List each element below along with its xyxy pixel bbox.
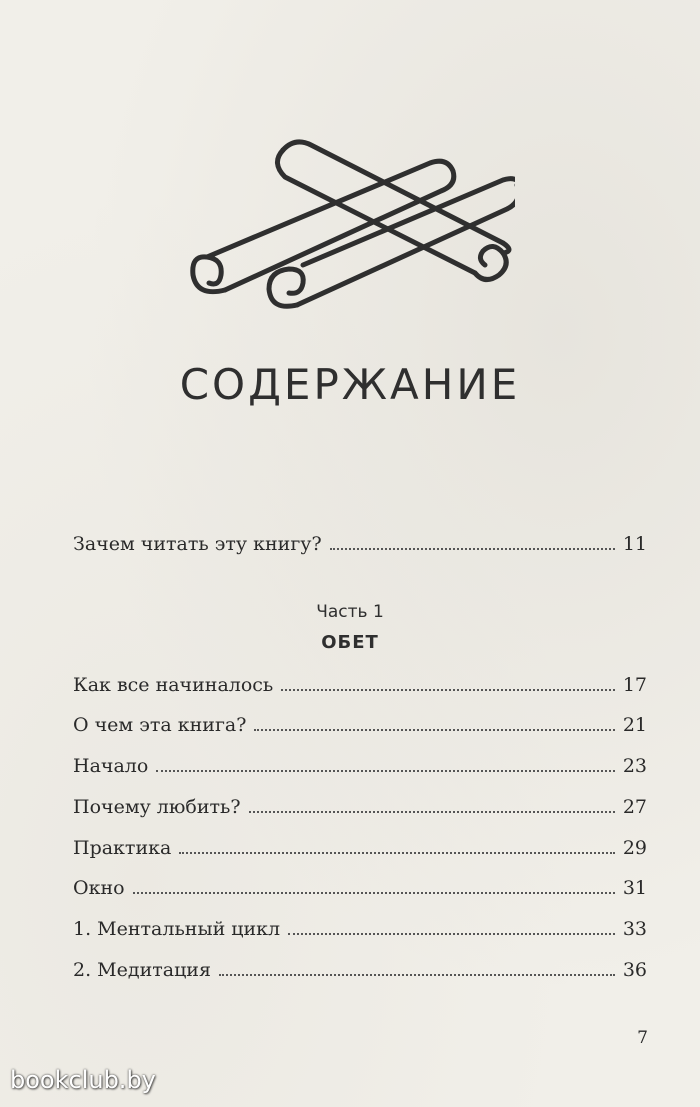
toc-entry-page: 23 xyxy=(622,755,647,777)
toc-entry-title: 1. Ментальный цикл xyxy=(73,918,281,940)
part-title: ОБЕТ xyxy=(321,632,379,653)
toc-entry-page: 31 xyxy=(622,877,647,899)
dot-leader xyxy=(156,770,615,772)
toc-entry-page: 36 xyxy=(622,959,647,981)
toc-entry-page: 17 xyxy=(622,674,647,696)
toc-entry-title: Зачем читать эту книгу? xyxy=(73,533,322,555)
toc-entry-title: Как все начиналось xyxy=(73,674,274,696)
watermark: bookclub.by xyxy=(10,1066,156,1094)
toc-entry-page: 27 xyxy=(622,796,647,818)
toc-entry-page: 21 xyxy=(622,714,647,736)
toc-entry-page: 29 xyxy=(622,837,647,859)
dot-leader xyxy=(133,892,615,894)
toc-entry[interactable] xyxy=(73,533,647,561)
toc-entry-page: 33 xyxy=(622,918,647,940)
toc-entry[interactable] xyxy=(73,714,647,742)
toc-entry-title: Начало xyxy=(73,755,149,777)
part-label: Часть 1 xyxy=(316,602,384,622)
toc-entry[interactable] xyxy=(73,796,647,824)
toc-entry-title: 2. Медитация xyxy=(73,959,211,981)
toc-entry[interactable] xyxy=(73,837,647,865)
dot-leader xyxy=(288,933,615,935)
dot-leader xyxy=(249,811,615,813)
toc-entry[interactable] xyxy=(73,959,647,987)
toc-entry-page: 11 xyxy=(622,533,647,555)
toc-entry-title: Окно xyxy=(73,877,125,899)
toc-entry-title: Практика xyxy=(73,837,172,859)
cinnamon-sticks-icon xyxy=(185,125,515,325)
page-title: СОДЕРЖАНИЕ xyxy=(179,360,521,409)
toc-entry[interactable] xyxy=(73,755,647,783)
dot-leader xyxy=(179,852,615,854)
dot-leader xyxy=(254,729,614,731)
toc-entry[interactable] xyxy=(73,918,647,946)
dot-leader xyxy=(281,689,615,691)
page-number: 7 xyxy=(637,1028,648,1048)
toc-entry-title: О чем эта книга? xyxy=(73,714,247,736)
dot-leader xyxy=(330,548,615,550)
toc-entry[interactable] xyxy=(73,674,647,702)
toc-entry[interactable] xyxy=(73,877,647,905)
toc-entry-title: Почему любить? xyxy=(73,796,241,818)
dot-leader xyxy=(219,974,615,976)
